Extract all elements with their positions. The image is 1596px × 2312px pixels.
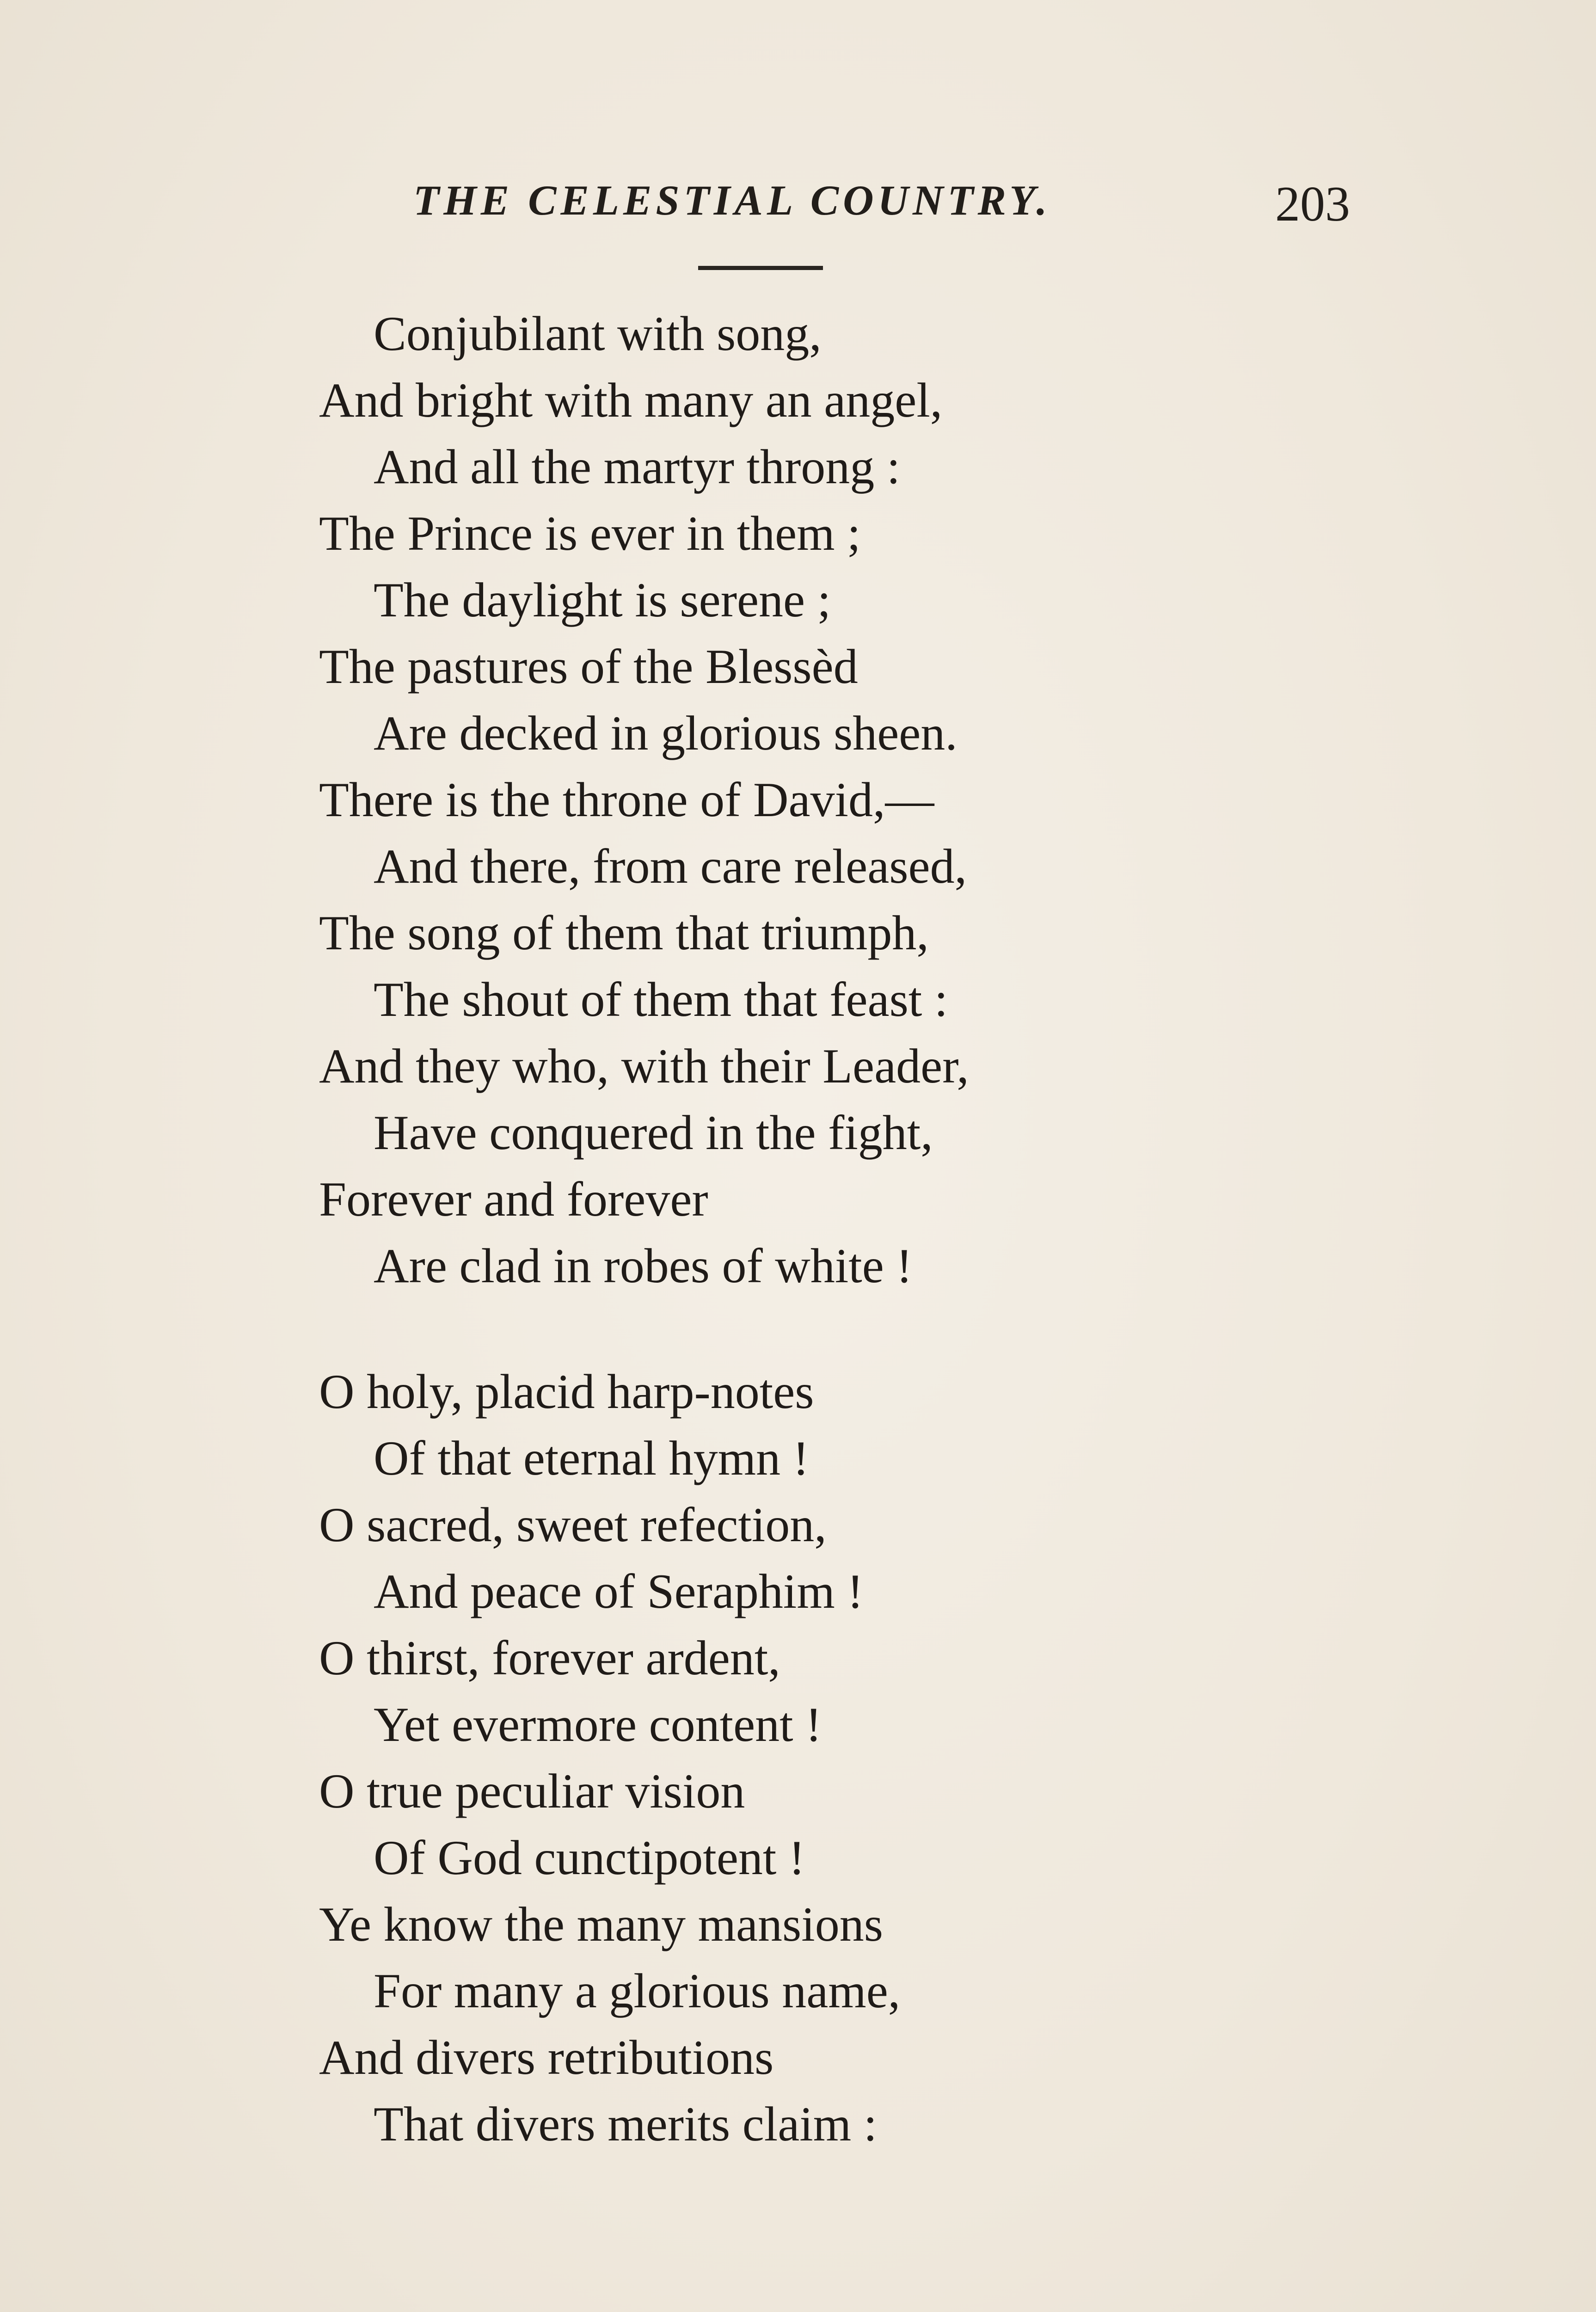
page-number: 203: [1275, 177, 1350, 232]
poem-line: And they who, with their Leader,: [319, 1039, 969, 1093]
stanza: [319, 301, 1382, 1299]
poem-body: [319, 301, 1382, 2158]
poem-line: Of God cunctipotent !: [374, 1831, 805, 1885]
poem-line: And there, from care released,: [374, 839, 967, 893]
poem-line: The song of them that triumph,: [319, 906, 929, 960]
poem-line: Forever and forever: [319, 1172, 708, 1226]
header-rule: [698, 266, 823, 270]
poem-line: And peace of Seraphim !: [374, 1564, 864, 1618]
poem-line: And all the martyr throng :: [374, 440, 901, 494]
poem-line: For many a glorious name,: [374, 1964, 901, 2018]
poem-line: Yet evermore content !: [374, 1697, 822, 1752]
poem-line: Conjubilant with song,: [374, 307, 822, 361]
poem-line: There is the throne of David,—: [319, 773, 934, 827]
poem-line: O holy, placid harp-notes: [319, 1365, 814, 1419]
poem-line: The Prince is ever in them ;: [319, 506, 861, 560]
stanza: [319, 1359, 1382, 2158]
poem-line: Of that eternal hymn !: [374, 1431, 809, 1485]
poem-line: O true peculiar vision: [319, 1764, 745, 1818]
poem-line: Have conquered in the fight,: [374, 1106, 933, 1160]
poem-line: Ye know the many mansions: [319, 1897, 883, 1951]
poem-line: That divers merits claim :: [374, 2097, 878, 2151]
poem-line: O thirst, forever ardent,: [319, 1631, 780, 1685]
poem-line: The shout of them that feast :: [374, 972, 948, 1027]
poem-line: And bright with many an angel,: [319, 373, 943, 427]
poem-line: Are decked in glorious sheen.: [374, 706, 958, 760]
poem-line: And divers retributions: [319, 2030, 774, 2084]
poem-line: Are clad in robes of white !: [374, 1239, 913, 1293]
stanza-break: [319, 1299, 1382, 1359]
poem-line: The daylight is serene ;: [374, 573, 831, 627]
poem-line: O sacred, sweet refection,: [319, 1498, 827, 1552]
page-header: [407, 176, 1378, 245]
poem-line: The pastures of the Blessèd: [319, 639, 858, 694]
running-title: THE CELESTIAL COUNTRY.: [413, 177, 1051, 224]
